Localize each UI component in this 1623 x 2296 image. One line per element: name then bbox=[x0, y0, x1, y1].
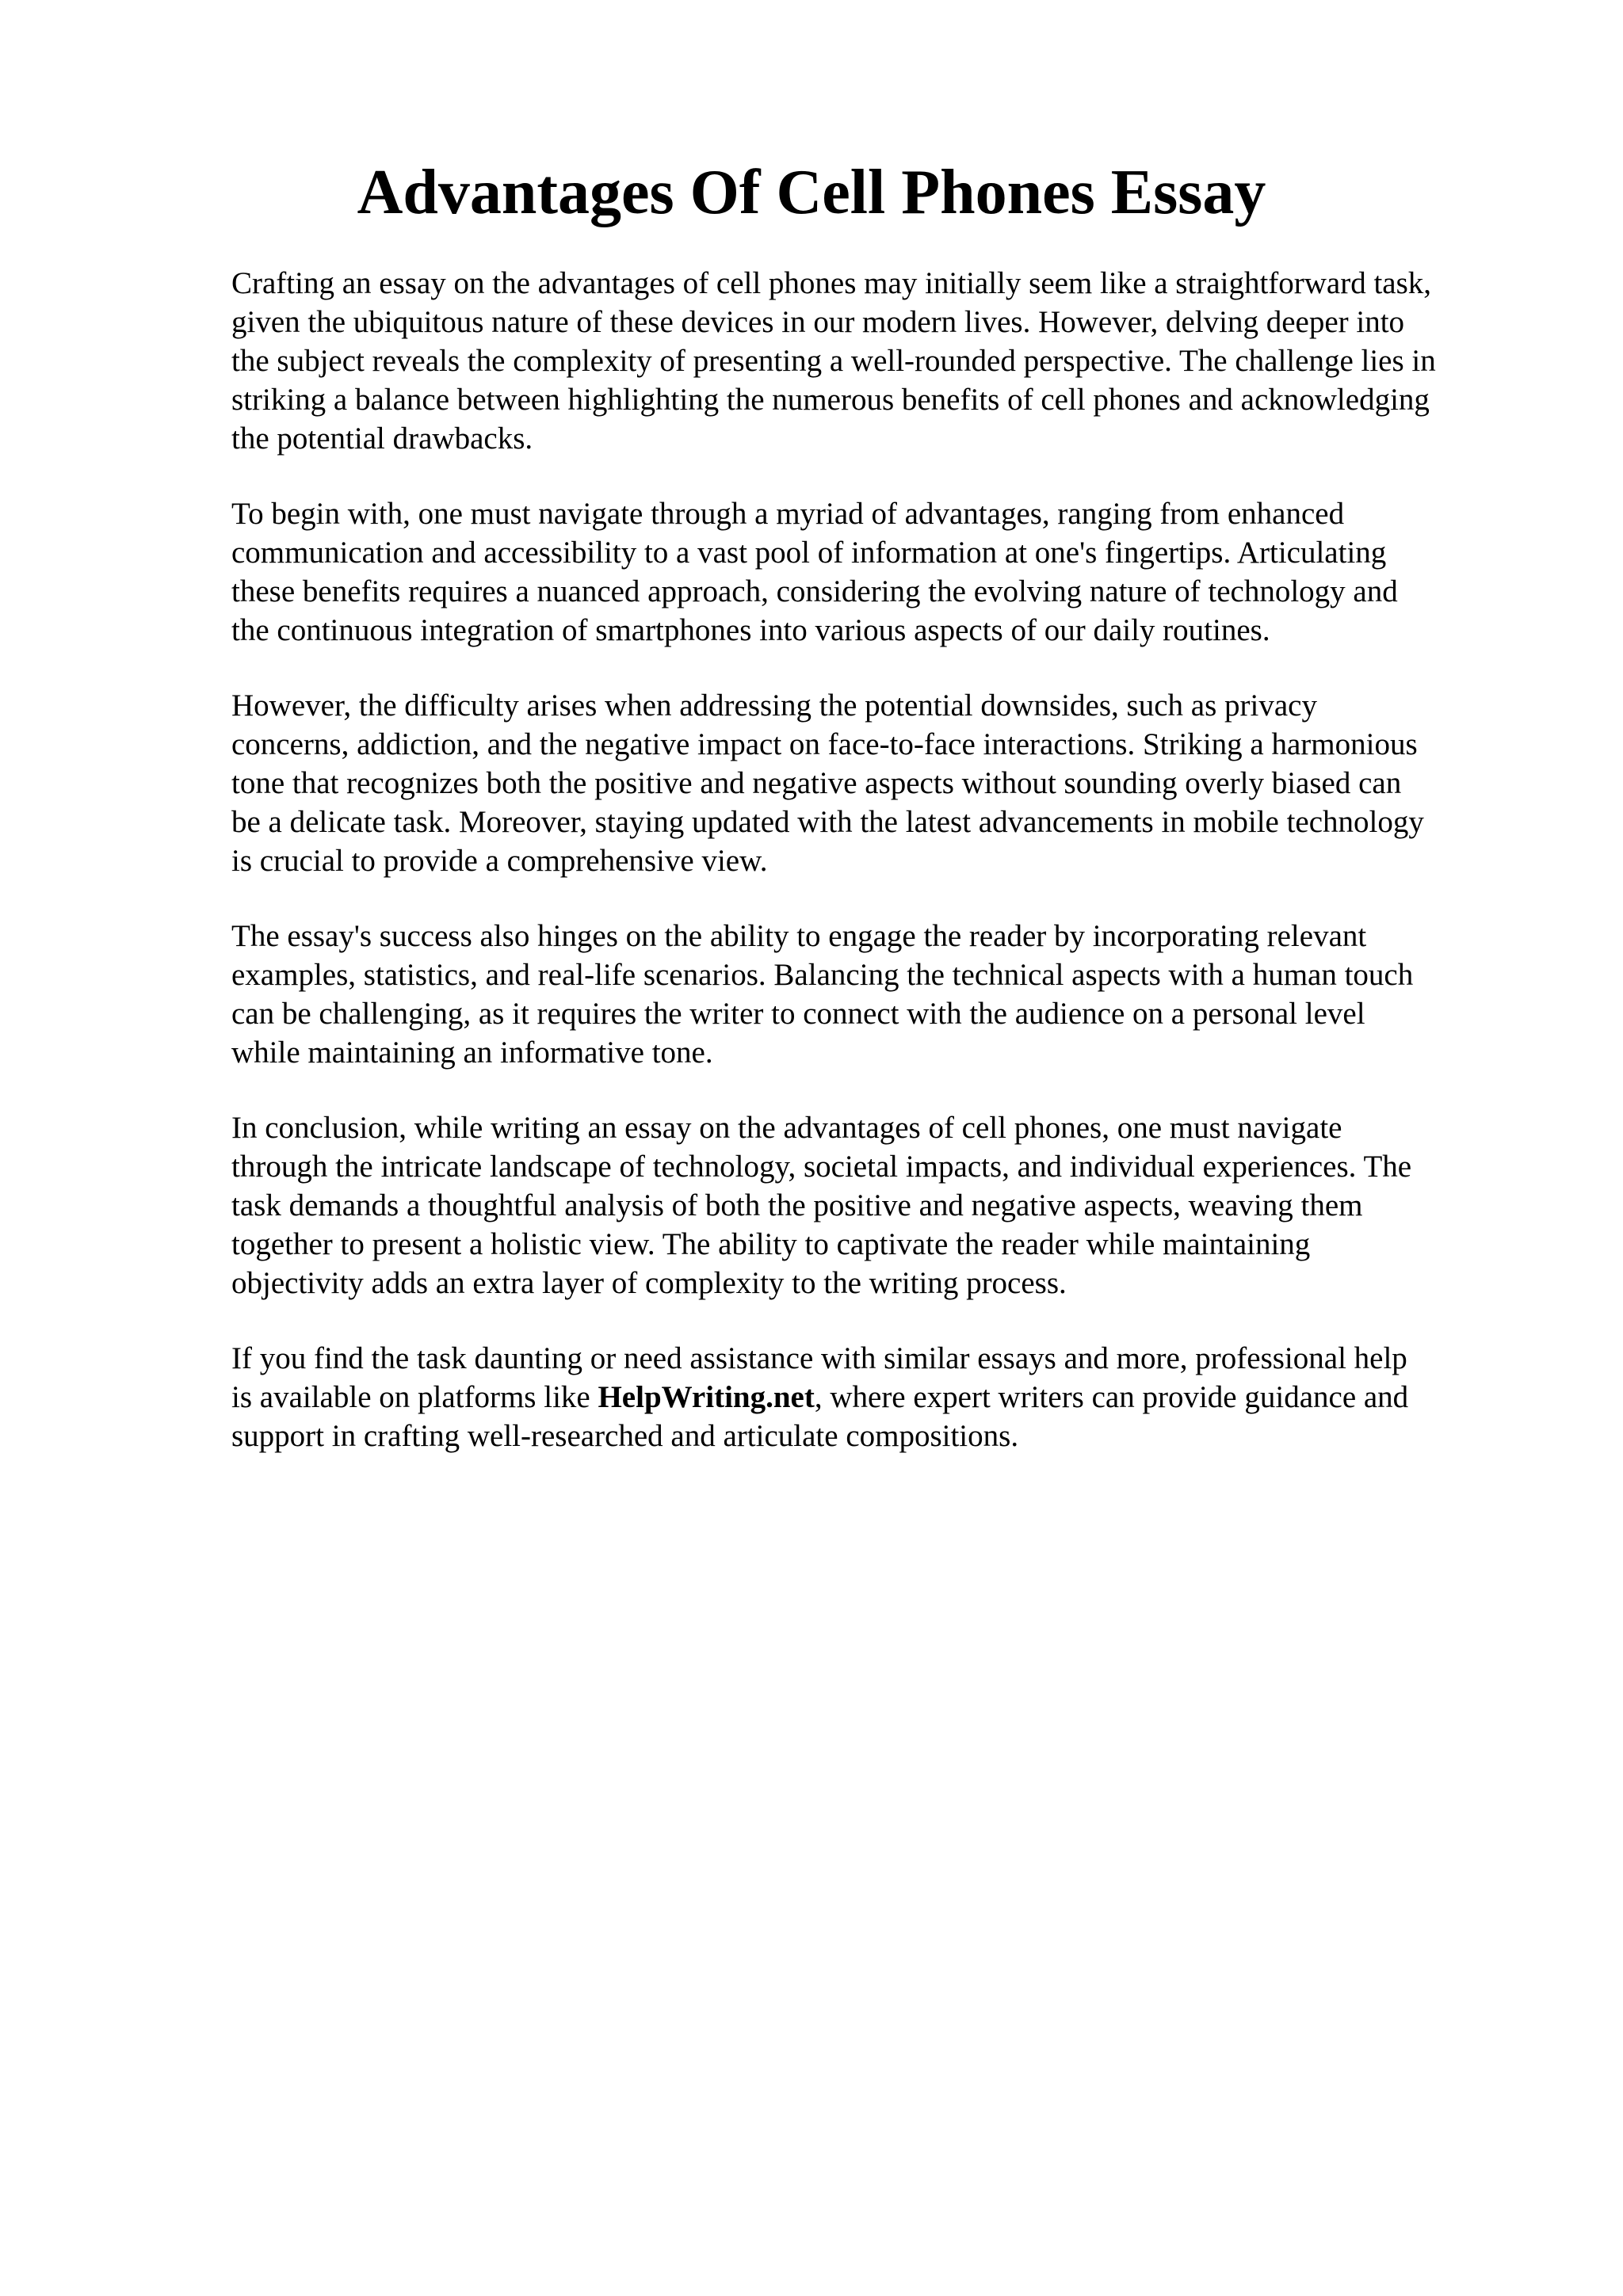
text-line: However, the difficulty arises when addressing the potential downsides, such as privacy bbox=[231, 688, 1317, 723]
text-line: is crucial to provide a comprehensive view. bbox=[231, 844, 768, 878]
text-line: these benefits requires a nuanced approach, considering the evolving nature of technology and bbox=[231, 574, 1398, 608]
text-line: the continuous integration of smartphones into various aspects of our daily routines. bbox=[231, 613, 1270, 647]
text-line: the subject reveals the complexity of presenting a well-rounded perspective. The challenge lies in bbox=[231, 344, 1436, 378]
document-title: Advantages Of Cell Phones Essay bbox=[357, 158, 1266, 227]
text-segment: , where expert writers can provide guidance and bbox=[814, 1380, 1409, 1414]
text-line: examples, statistics, and real-life scenarios. Balancing the technical aspects with a human touch bbox=[231, 958, 1414, 992]
text-line: given the ubiquitous nature of these devices in our modern lives. However, delving deeper into bbox=[231, 305, 1405, 339]
text-line: If you find the task daunting or need assistance with similar essays and more, professional help bbox=[231, 1341, 1407, 1375]
text-line: through the intricate landscape of technology, societal impacts, and individual experiences. The bbox=[231, 1150, 1412, 1184]
paragraph-engagement bbox=[231, 917, 1571, 1072]
text-line: In conclusion, while writing an essay on the advantages of cell phones, one must navigate bbox=[231, 1111, 1342, 1145]
paragraph-downsides bbox=[231, 686, 1571, 880]
paragraph-advantages bbox=[231, 494, 1571, 650]
text-line: To begin with, one must navigate through a myriad of advantages, ranging from enhanced bbox=[231, 497, 1345, 531]
paragraph-intro bbox=[231, 264, 1571, 458]
text-line: together to present a holistic view. The ability to captivate the reader while maintaining bbox=[231, 1227, 1311, 1261]
text-line: objectivity adds an extra layer of complexity to the writing process. bbox=[231, 1266, 1067, 1300]
text-line: Crafting an essay on the advantages of cell phones may initially seem like a straightforward task, bbox=[231, 266, 1432, 300]
text-line: the potential drawbacks. bbox=[231, 421, 533, 456]
text-segment: is available on platforms like bbox=[231, 1380, 598, 1414]
text-line-with-link bbox=[231, 1378, 1571, 1417]
text-line: support in crafting well-researched and articulate compositions. bbox=[231, 1419, 1019, 1453]
helpwriting-link[interactable]: HelpWriting.net bbox=[598, 1380, 815, 1414]
paragraph-conclusion bbox=[231, 1108, 1571, 1302]
text-line: be a delicate task. Moreover, staying updated with the latest advancements in mobile technology bbox=[231, 805, 1424, 839]
document-body bbox=[231, 264, 1571, 1492]
text-line: The essay's success also hinges on the ability to engage the reader by incorporating relevant bbox=[231, 919, 1367, 953]
text-line: task demands a thoughtful analysis of both the positive and negative aspects, weaving them bbox=[231, 1188, 1363, 1222]
text-line: can be challenging, as it requires the writer to connect with the audience on a personal level bbox=[231, 997, 1365, 1031]
text-line: while maintaining an informative tone. bbox=[231, 1035, 713, 1070]
paragraph-closing bbox=[231, 1339, 1571, 1455]
text-line: concerns, addiction, and the negative impact on face-to-face interactions. Striking a harmonious bbox=[231, 727, 1418, 761]
text-line: striking a balance between highlighting the numerous benefits of cell phones and acknowledging bbox=[231, 383, 1430, 417]
text-line: tone that recognizes both the positive and negative aspects without sounding overly biased can bbox=[231, 766, 1402, 800]
text-line: communication and accessibility to a vast pool of information at one's fingertips. Articulating bbox=[231, 536, 1387, 570]
